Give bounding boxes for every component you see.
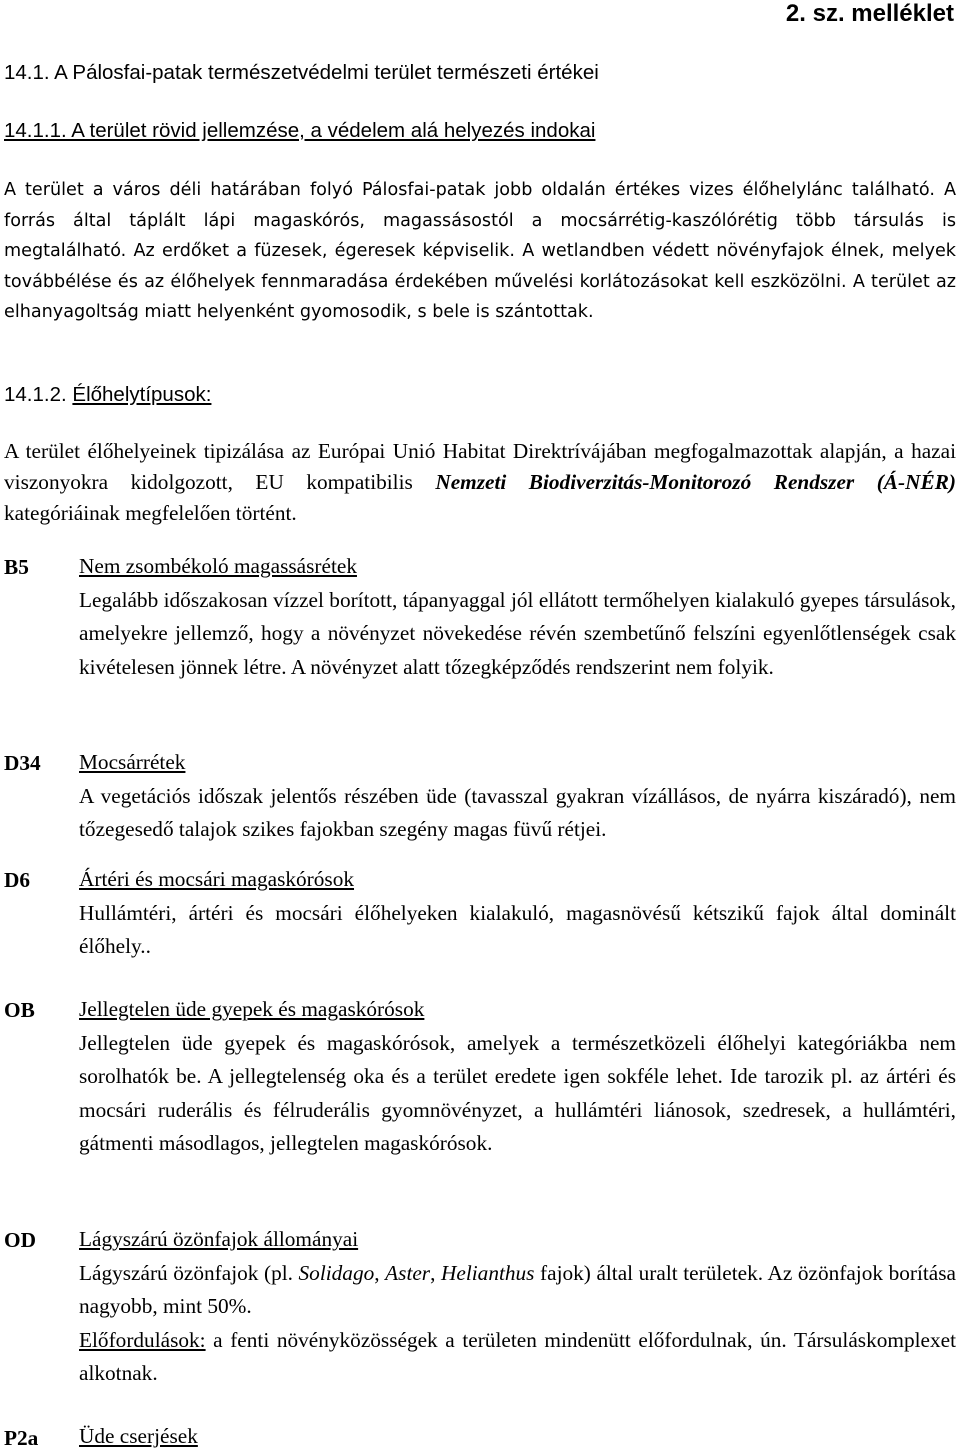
species-solidago: Solidago (298, 1260, 375, 1285)
habitat-title-od: Lágyszárú özönfajok állományai (79, 1227, 359, 1251)
habitat-title-ob: Jellegtelen üde gyepek és magaskórósok (79, 997, 425, 1021)
section-heading: 14.1. A Pálosfai-patak természetvédelmi terület természeti értékei (4, 61, 599, 84)
species-aster: Aster (385, 1260, 431, 1285)
habitat-title-b5: Nem zsombékoló magassásrétek (79, 554, 357, 578)
habitat-text-ob: Jellegtelen üde gyepek és magaskórósok, amelyek a természetközeli élőhelyi kategóriákba nem sorolhatók be. A jellegtelenség oka és a terület eredete igen sokféle lehet. Ide tarozik pl. az ártéri és mocsári ruderális és félruderális gyomnövényzet, a hullámtéri liánosok, szedresek, a hullámtéri, gátmenti másodlagos, jellegtelen magaskórósok. (79, 1030, 956, 1156)
habitat-code-d34: D34 (4, 751, 41, 775)
heading-title: Élőhelytípusok: (72, 383, 212, 406)
habitat-code-od: OD (4, 1228, 36, 1252)
occurrence-label: Előfordulások: (79, 1327, 206, 1352)
species-separator: , (374, 1260, 386, 1285)
habitat-intro-paragraph (4, 436, 956, 529)
species-separator: , (430, 1260, 441, 1285)
habitat-entry-d34 (79, 746, 956, 847)
occurrence-paragraph (79, 1324, 956, 1391)
habitat-text-d6: Hullámtéri, ártéri és mocsári élőhelyeken kialakuló, magasnövésű kétszikű fajok által dominált élőhely.. (79, 900, 956, 959)
habitat-intro-text-end: kategóriáinak megfelelően történt. (4, 501, 297, 525)
habitat-entry-od (79, 1223, 956, 1391)
od-text-end: fajok) által uralt területek. Az özönfajok borítása nagyobb, mint 50%. (79, 1260, 956, 1319)
habitat-code-b5: B5 (4, 555, 29, 579)
species-helianthus: Helianthus (441, 1260, 535, 1285)
habitat-title-d34: Mocsárrétek (79, 750, 186, 774)
habitat-text-od (79, 1257, 956, 1324)
annex-label: 2. sz. melléklet (785, 0, 954, 27)
habitat-code-p2a: P2a (4, 1426, 39, 1450)
habitat-code-d6: D6 (4, 868, 31, 892)
habitat-code-ob: OB (4, 998, 35, 1022)
habitat-entry-p2a (79, 1420, 956, 1454)
habitat-text-d34: A vegetációs időszak jelentős részében üde (tavasszal gyakran vízállásos, de nyárra kiszáradó), nem tőzegesedő talajok szikes fajokban szegény magas füvű rétjei. (79, 783, 956, 842)
habitat-types-heading (4, 380, 211, 410)
intro-paragraph: A terület a város déli határában folyó Pálosfai-patak jobb oldalán értékes vizes élőhelylánc található. A forrás által táplált lápi magaskórós, magassásostól a mocsárrétig-kaszólórétig több társulás is megtalálható. Az erdőket a füzesek, égeresek képviselik. A wetlandben védett növényfajok élnek, melyek továbbélése és az élőhelyek fennmaradása érdekében művelési korlátozásokat kell eszközölni. A terület az elhanyagoltság miatt helyenként gyomosodik, s bele is szántottak. (4, 180, 956, 322)
subsection-heading: 14.1.1. A terület rövid jellemzése, a védelem alá helyezés indokai (4, 119, 596, 142)
habitat-entry-d6 (79, 863, 956, 964)
od-text-start: Lágyszárú özönfajok (pl. (79, 1260, 299, 1285)
habitat-entry-ob (79, 993, 956, 1161)
nemzeti-biodiverzitas-reference: Nemzeti Biodiverzitás-Monitorozó Rendszer (Á-NÉR) (435, 470, 956, 494)
habitat-entry-b5 (79, 550, 956, 684)
habitat-intro-text: A terület élőhelyeinek tipizálása az Európai Unió Habitat Direktrívájában megfogalmazottak alapján, a hazai viszonyokra kidolgozott, EU kompatibilis (4, 439, 956, 494)
habitat-title-d6: Ártéri és mocsári magaskórósok (79, 867, 355, 891)
occurrence-text: a fenti növényközösségek a területen mindenütt előfordulnak, ún. Társuláskomplexet alkotnak. (79, 1327, 956, 1386)
heading-number: 14.1.2. (4, 383, 67, 406)
habitat-title-p2a: Üde cserjések (79, 1424, 198, 1448)
habitat-text-b5: Legalább időszakosan vízzel borított, tápanyaggal jól ellátott termőhelyen kialakuló gyepes társulások, amelyekre jellemző, hogy a növényzet növekedése révén szembetűnő felszíni egyenlőtlenségek csak kivételesen jönnek létre. A növényzet alatt tőzegképződés rendszerint nem folyik. (79, 587, 956, 679)
